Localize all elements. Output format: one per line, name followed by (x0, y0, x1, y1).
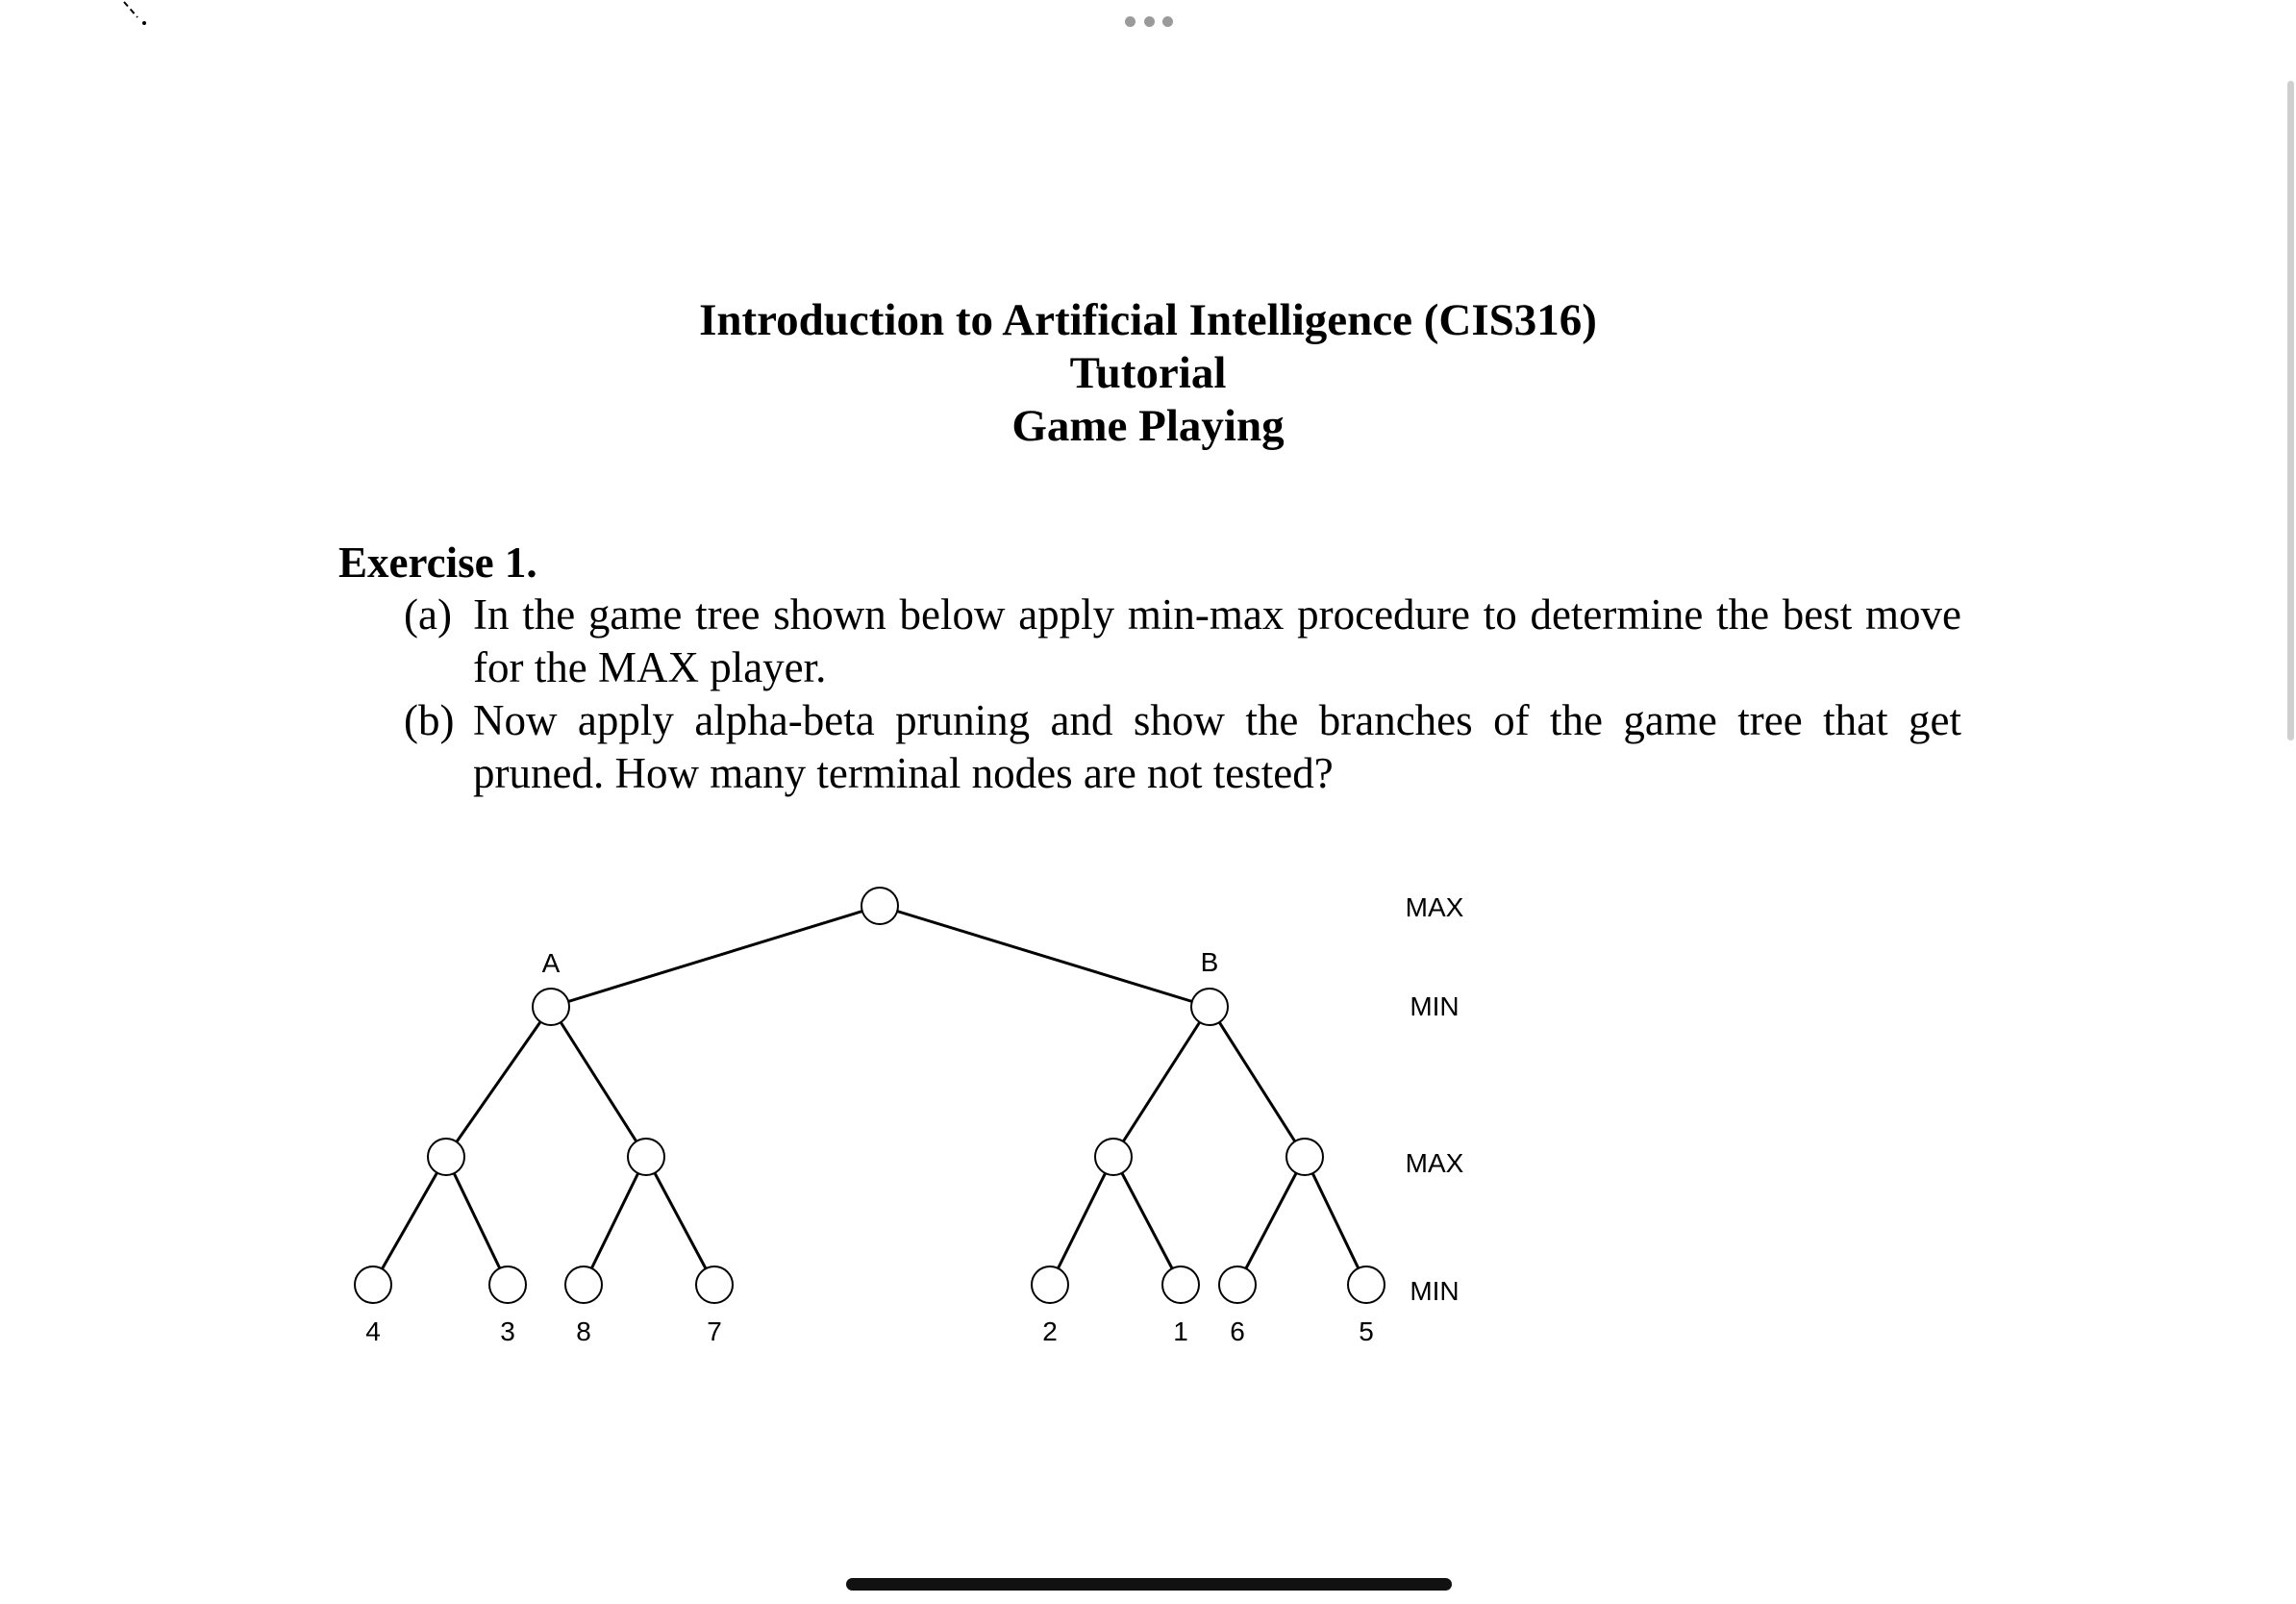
root-node (861, 888, 898, 924)
leaf-value: 8 (576, 1316, 591, 1346)
leaf-node (1219, 1266, 1256, 1303)
tree-edge (1210, 1007, 1305, 1157)
leaf-value: 5 (1359, 1316, 1374, 1346)
tree-edge (1113, 1007, 1210, 1157)
leaf-value: 4 (365, 1316, 381, 1346)
node-b (1191, 989, 1228, 1025)
topic-title: Game Playing (1011, 401, 1285, 451)
leaf-node (355, 1266, 391, 1303)
leaf-value: 6 (1230, 1316, 1245, 1346)
level-label-max: MAX (1405, 1148, 1464, 1178)
tree-edge (373, 1157, 446, 1285)
leaf-node (1162, 1266, 1199, 1303)
leaf-node (1032, 1266, 1068, 1303)
tree-edge (1050, 1157, 1113, 1285)
leaf-node (1348, 1266, 1385, 1303)
tree-edge (446, 1007, 551, 1157)
tree-nodes (355, 888, 1385, 1303)
question-text: Now apply alpha-beta pruning and show the branches of the game tree that get pruned. How many terminal nodes are not tested? (473, 696, 1961, 797)
home-indicator-icon[interactable] (846, 1578, 1452, 1591)
leaf-value: 1 (1173, 1316, 1188, 1346)
tree-edge (446, 1157, 508, 1285)
course-title: Introduction to Artificial Intelligence (CIS316) (699, 295, 1597, 345)
question-label: (b) (404, 696, 455, 744)
leaf-value: 7 (707, 1316, 722, 1346)
node-a (533, 989, 569, 1025)
leaf-node (489, 1266, 526, 1303)
tree-edge (551, 1007, 646, 1157)
max-node (1095, 1139, 1132, 1175)
tree-edge (551, 906, 880, 1007)
question-text: In the game tree shown below apply min-max procedure to determine the best move for the MAX player. (473, 590, 1961, 691)
tree-edge (880, 906, 1210, 1007)
leaf-value: 3 (500, 1316, 515, 1346)
tree-edge (1113, 1157, 1181, 1285)
tree-edge (1237, 1157, 1305, 1285)
leaf-node (696, 1266, 733, 1303)
tree-edge (1305, 1157, 1366, 1285)
tutorial-label: Tutorial (1069, 348, 1227, 398)
max-node (1286, 1139, 1323, 1175)
max-node (428, 1139, 464, 1175)
question-label: (a) (404, 590, 452, 639)
level-label-max: MAX (1405, 892, 1464, 922)
exercise-title: Exercise 1. (338, 539, 537, 587)
level-label-min: MIN (1410, 991, 1460, 1021)
max-node (628, 1139, 664, 1175)
leaf-value: 2 (1042, 1316, 1058, 1346)
node-label-a: A (541, 948, 561, 978)
level-label-min: MIN (1410, 1276, 1460, 1306)
leaf-node (565, 1266, 602, 1303)
tree-edge (584, 1157, 646, 1285)
tree-edge (646, 1157, 714, 1285)
node-label-b: B (1200, 947, 1219, 977)
